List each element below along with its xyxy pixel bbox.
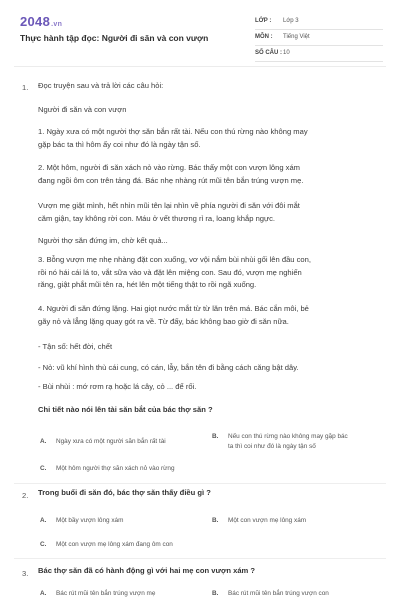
answer-option-letter[interactable]: B. (212, 590, 219, 597)
answer-option: Một hôm người thợ săn xách nỏ vào rừng (56, 465, 175, 472)
question-text: Chi tiết nào nói lên tài săn bắt của bác thợ săn ? (38, 405, 213, 414)
question-text: Trong buổi đi săn đó, bác thợ săn thấy điều gì ? (38, 488, 211, 497)
question-divider (14, 483, 386, 484)
story-paragraph: - Nỏ: vũ khí hình thù cái cung, có cán, lẫy, bắn tên đi bằng cách căng bật dây. (38, 363, 299, 372)
answer-option-letter[interactable]: C. (40, 541, 47, 548)
story-paragraph: 3. Bỗng vượn mẹ nhẹ nhàng đặt con xuống, vơ vội nắm bùi nhùi gối lên đầu con, (38, 255, 311, 264)
answer-option: Nếu con thú rừng nào không may gặp bác (228, 433, 348, 440)
answer-option: Bác rút mũi tên bắn trúng vượn con (228, 590, 329, 597)
meta-row-question-count: SỐ CÂU : 10 (255, 46, 383, 62)
answer-option: ta thì coi như đó là ngày tận số (228, 442, 316, 450)
question-text: Bác thợ săn đã có hành động gì với hai mẹ con vượn xám ? (38, 566, 256, 575)
story-paragraph: 1. Ngày xưa có một người thợ săn bắn rất tài. Nếu con thú rừng nào không may (38, 127, 308, 136)
worksheet-title: Thực hành tập đọc: Người đi săn và con vượn (20, 33, 209, 43)
story-paragraph: 2. Một hôm, người đi săn xách nỏ vào rừng. Bác thấy một con vượn lông xám (38, 163, 301, 172)
answer-option-letter[interactable]: B. (212, 517, 219, 524)
instruction-text: Đọc truyện sau và trả lời các câu hỏi: (38, 81, 164, 90)
answer-option: Một con vượn mẹ lông xám đang ôm con (56, 541, 173, 548)
answer-option: Một con vượn mẹ lông xám (228, 517, 307, 524)
answer-option-letter[interactable]: B. (212, 433, 219, 440)
answer-option-letter[interactable]: C. (40, 465, 47, 472)
header-divider (14, 66, 386, 67)
story-title: Người đi săn và con vượn (38, 105, 127, 114)
answer-option: Một bầy vượn lông xám (56, 517, 124, 524)
answer-option-letter[interactable]: A. (40, 438, 47, 445)
story-paragraph: Vượn mẹ giật mình, hết nhìn mũi tên lại nhìn về phía người đi săn với đôi mắt (38, 201, 300, 210)
story-paragraph: gãy nỏ và lẳng lặng quay gót ra về. Từ đấy, bác không bao giờ đi săn nữa. (38, 316, 289, 326)
meta-row-subject: MÔN : Tiếng Việt (255, 30, 383, 46)
story-paragraph: 4. Người đi săn đứng lặng. Hai giọt nước mắt từ từ lăn trên má. Bác cắn môi, bẻ (38, 304, 309, 313)
worksheet-meta (255, 14, 383, 62)
story-paragraph: - Tận số: hết đời, chết (38, 342, 113, 351)
story-paragraph: răng, giật phắt mũi tên ra, hét lên một tiếng thật to rồi ngã xuống. (38, 280, 257, 289)
story-paragraph: rồi nó hái cái lá to, vắt sữa vào và đặt lên miệng con. Sau đó, vượn mẹ nghiến (38, 267, 302, 277)
story-paragraph: Người thợ săn đứng im, chờ kết quả... (38, 236, 168, 245)
question-number: 3. (22, 569, 29, 578)
meta-row-class: LỚP : Lớp 3 (255, 14, 383, 30)
question-number: 2. (22, 491, 29, 500)
question-divider (14, 558, 386, 559)
site-logo[interactable]: 2048.vn (20, 14, 63, 29)
question-number: 1. (22, 83, 29, 92)
story-paragraph: đang ngồi ôm con trên tảng đá. Bác nhẹ nhàng rút mũi tên bắn trúng vượn mẹ. (38, 175, 304, 185)
answer-option: Bác rút mũi tên bắn trúng vượn mẹ (56, 590, 156, 597)
story-paragraph: - Bùi nhùi : mớ rơm rạ hoặc lá cây, cỏ ... để rối. (38, 382, 197, 391)
answer-option-letter[interactable]: A. (40, 517, 47, 524)
answer-option-letter[interactable]: A. (40, 590, 47, 597)
answer-option: Ngày xưa có một người săn bắn rất tài (56, 438, 166, 445)
worksheet-header (0, 0, 400, 62)
story-paragraph: gặp bác ta thì hôm ấy coi như đó là ngày tận số. (38, 139, 201, 149)
story-paragraph: căm giận, tay không rời con. Máu ở vết thương rỉ ra, loang khắp ngực. (38, 213, 276, 223)
